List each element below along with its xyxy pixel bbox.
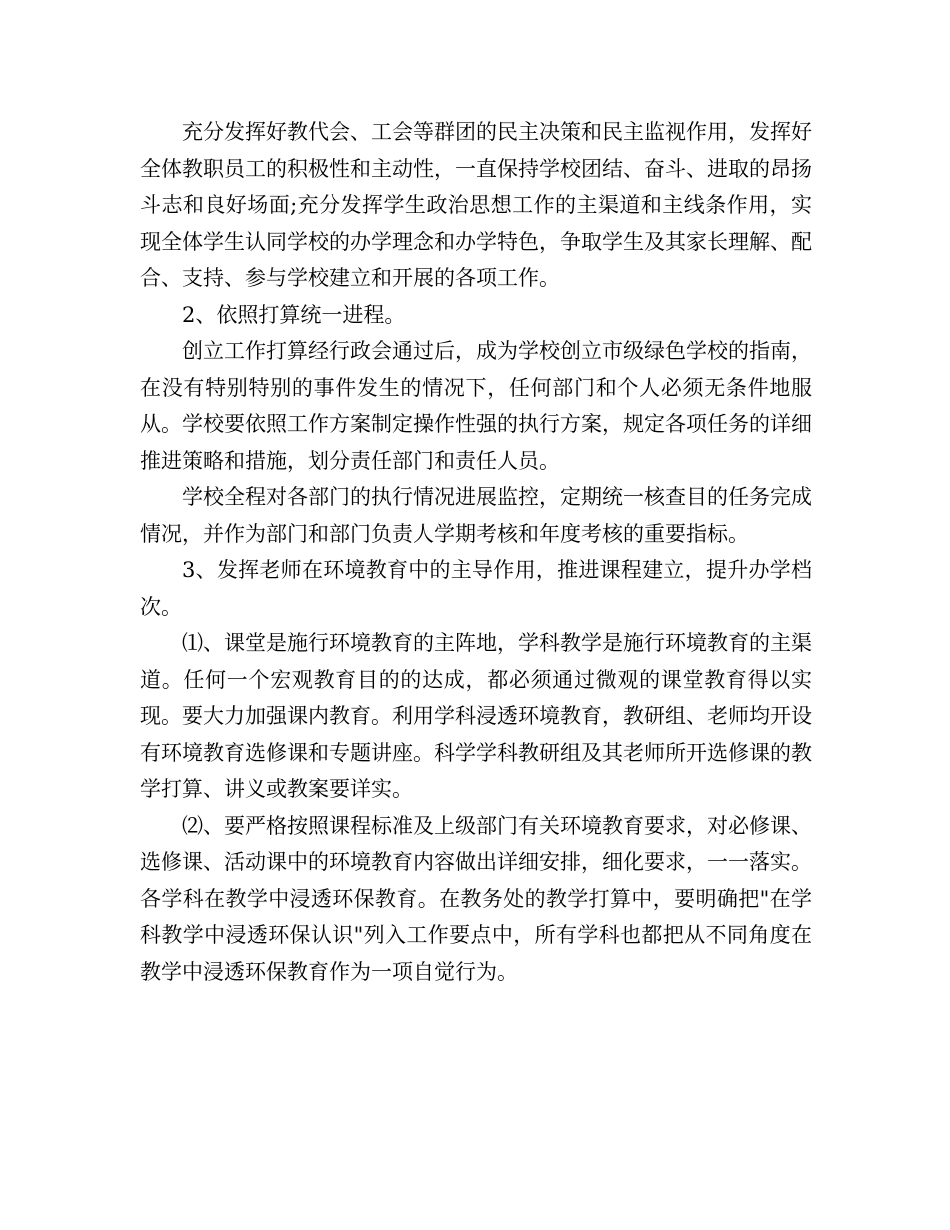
paragraph-curriculum-requirements: ⑵、要严格按照课程标准及上级部门有关环境教育要求，对必修课、选修课、活动课中的环境教育内容做出详细安排，细化要求，一一落实。各学科在教学中浸透环保教育。在教务处的教学打算中，要明确把"在学科教学中浸透环保认识"列入工作要点中，所有学科也都把从不同角度在教学中浸透环保教育作为一项自觉行为。 xyxy=(140,813,812,984)
paragraph-plan-guidance: 创立工作打算经行政会通过后，成为学校创立市级绿色学校的指南，在没有特别特别的事件发生的情况下，任何部门和个人必须无条件地服从。学校要依照工作方案制定操作性强的执行方案，规定各项任务的详细推进策略和措施，划分责任部门和责任人员。 xyxy=(140,339,812,473)
paragraph-heading-plan-progress: 2、依照打算统一进程。 xyxy=(182,302,406,327)
paragraph-heading-teacher-role: 3、发挥老师在环境教育中的主导作用，推进课程建立，提升办学档次。 xyxy=(140,558,812,619)
paragraph-classroom-education: ⑴、课堂是施行环境教育的主阵地，学科教学是施行环境教育的主渠道。任何一个宏观教育目的的达成，都必须通过微观的课堂教育得以实现。要大力加强课内教育。利用学科浸透环境教育，教研组、老师均开设有环境教育选修课和专题讲座。科学学科教研组及其老师所开选修课的教学打算、讲义或教案要详实。 xyxy=(140,631,812,801)
document-page xyxy=(140,114,812,990)
paragraph-monitoring: 学校全程对各部门的执行情况进展监控，定期统一核查目的任务完成情况，并作为部门和部门负责人学期考核和年度考核的重要指标。 xyxy=(140,485,812,546)
paragraph-democratic-supervision: 充分发挥好教代会、工会等群团的民主决策和民主监视作用，发挥好全体教职员工的积极性和主动性，一直保持学校团结、奋斗、进取的昂扬斗志和良好场面;充分发挥学生政治思想工作的主渠道和主线条作用，实现全体学生认同学校的办学理念和办学特色，争取学生及其家长理解、配合、支持、参与学校建立和开展的各项工作。 xyxy=(140,120,812,290)
